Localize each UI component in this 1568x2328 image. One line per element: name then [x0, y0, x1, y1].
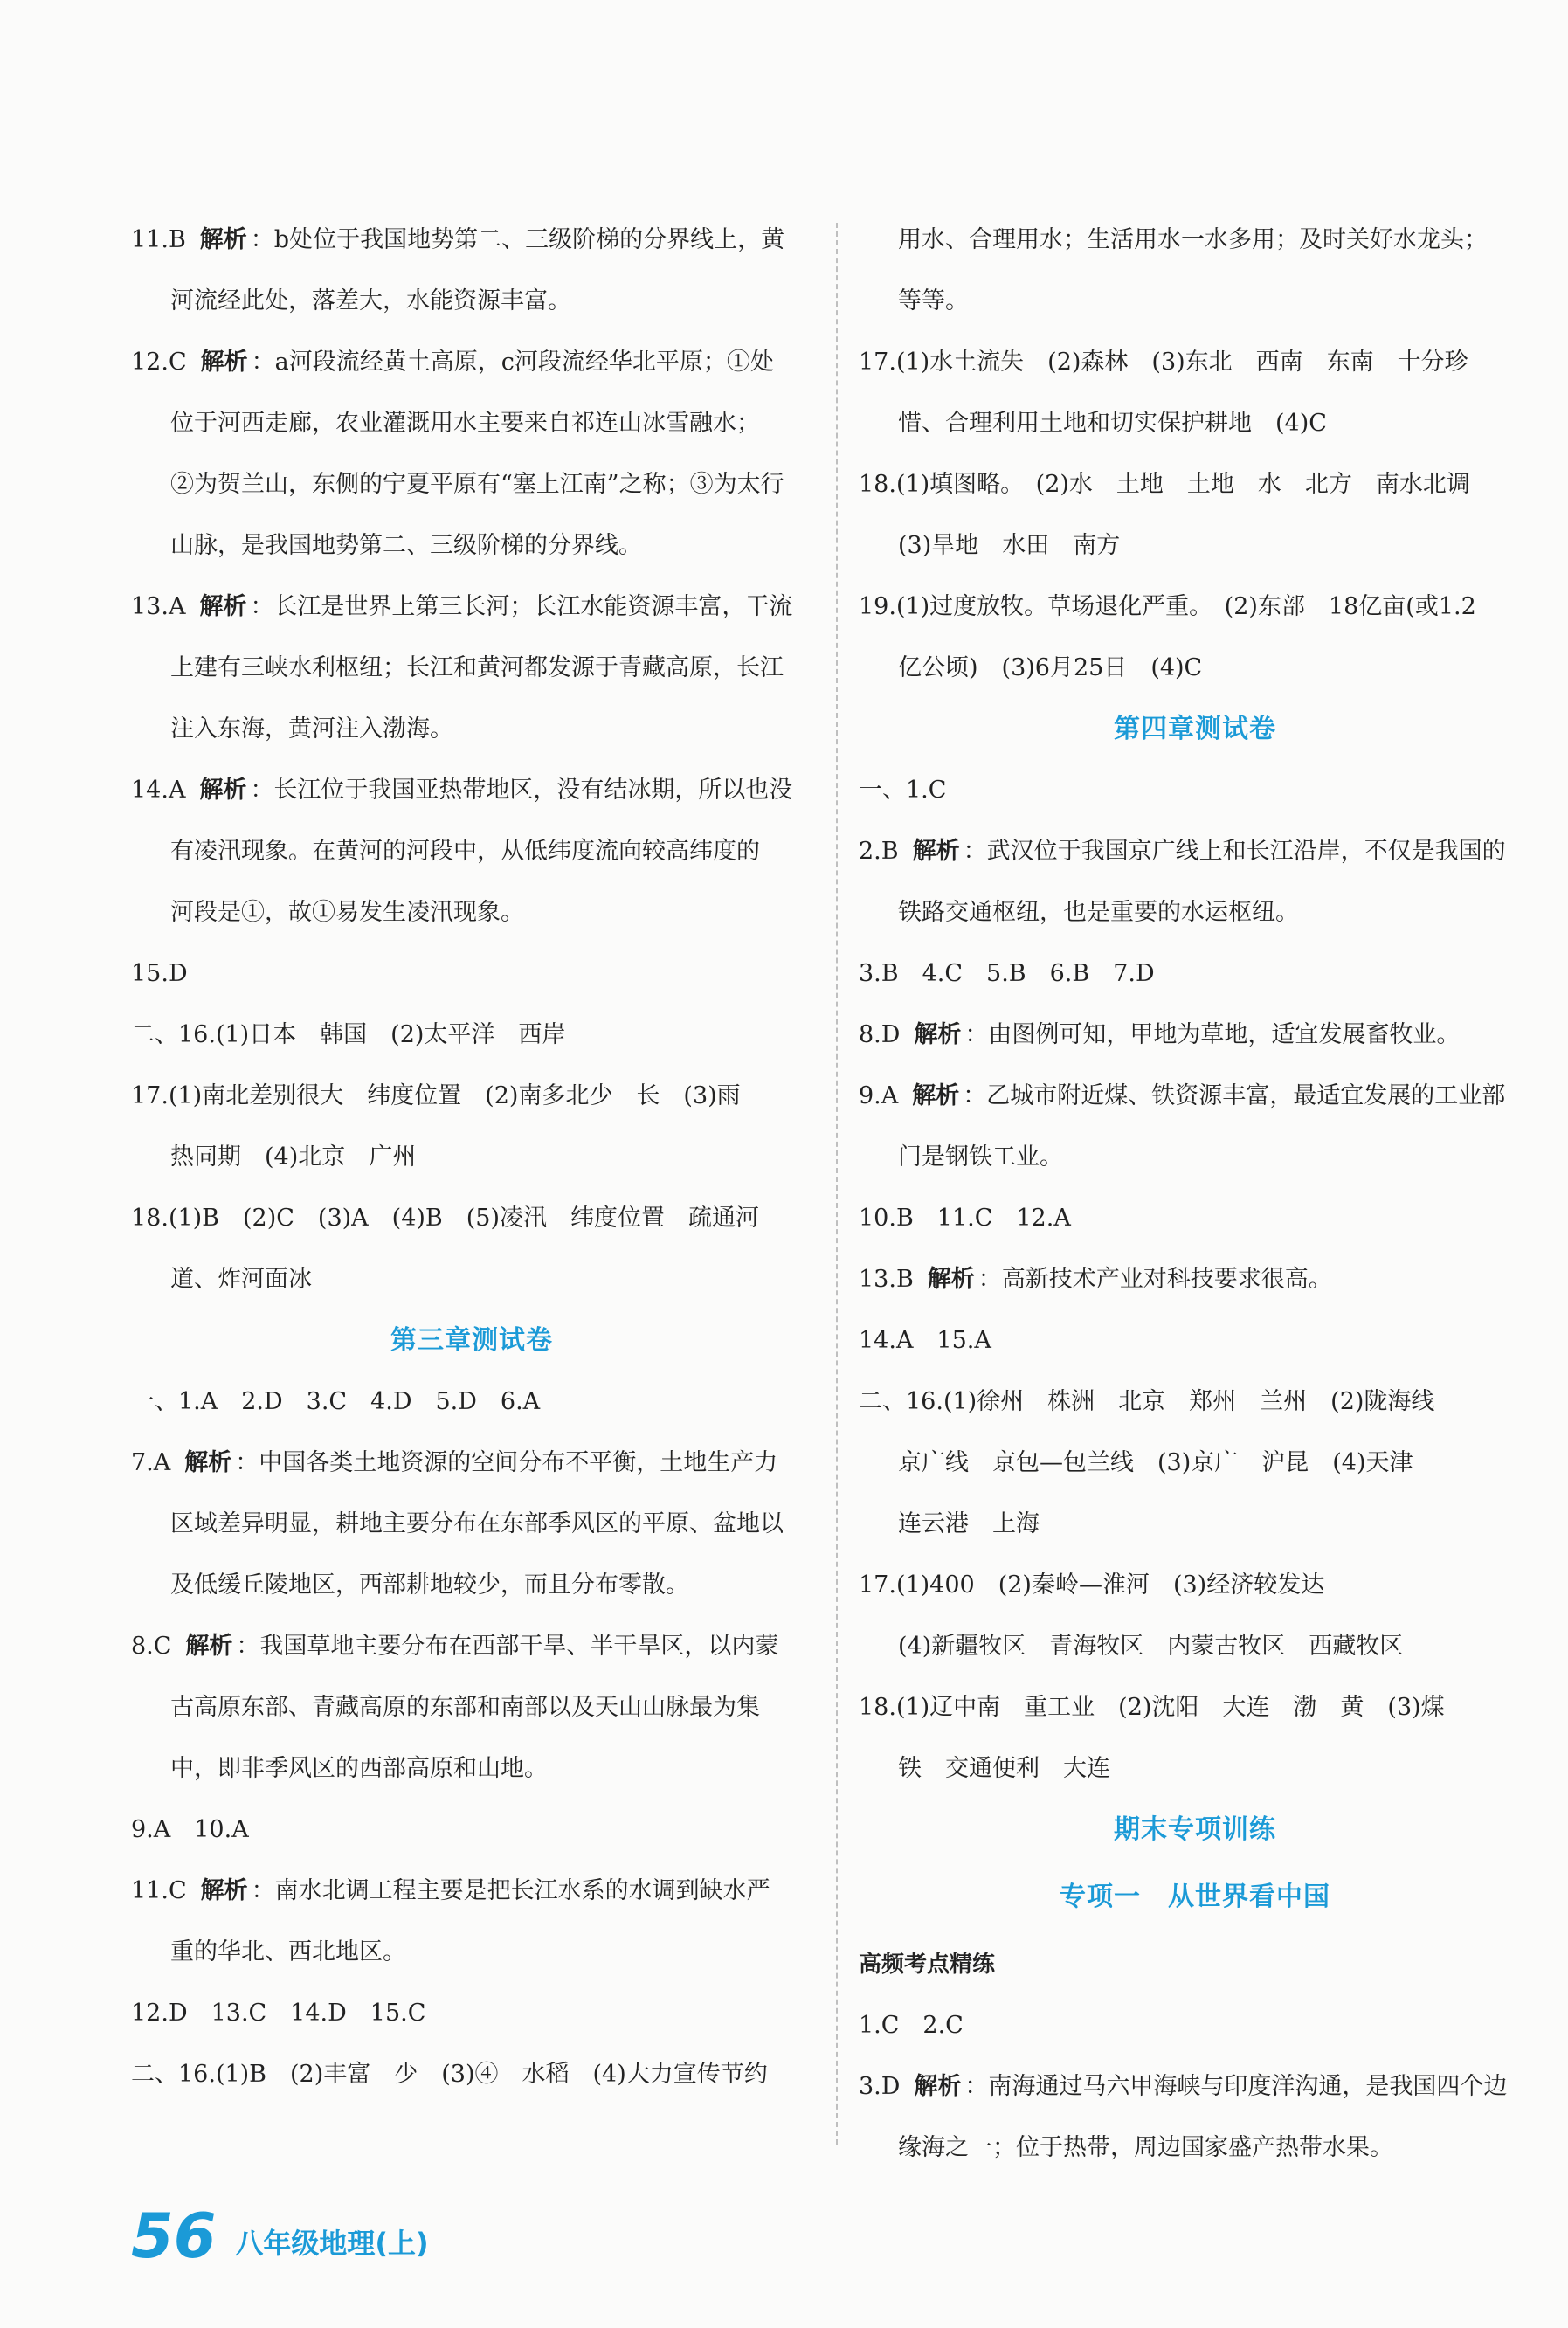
answer-line: 京广线 京包—包兰线 (3)京广 沪昆 (4)天津: [898, 1449, 1413, 1476]
answer-line: 12.D 13.C 14.D 15.C: [131, 2000, 426, 2027]
answer-line: 区域差异明显，耕地主要分布在东部季风区的平原、盆地以: [170, 1510, 784, 1537]
answer-line: 18.(1)填图略。 (2)水 土地 土地 水 北方 南水北调: [859, 471, 1470, 498]
answer-line: 位于河西走廊，农业灌溉用水主要来自祁连山冰雪融水；: [170, 410, 760, 437]
answer-line: 河段是①，故①易发生凌汛现象。: [170, 899, 524, 926]
answer-line: 11.B 解析 ：b处位于我国地势第二、三级阶梯的分界线上，黄: [131, 226, 785, 253]
answer-line: 12.C 解析 ：a河段流经黄土高原，c河段流经华北平原；①处: [131, 349, 774, 376]
answer-line: 1.C 2.C: [859, 2012, 964, 2039]
page-footer: [131, 2200, 429, 2272]
subsection-label-text: 高频考点精练: [859, 1952, 996, 1978]
analysis-label: 解析: [912, 1082, 960, 1109]
column-divider: [836, 223, 838, 2145]
answer-line: 13.B 解析 ：高新技术产业对科技要求很高。: [859, 1266, 1332, 1293]
answer-line: 8.D 解析 ：由图例可知，甲地为草地，适宜发展畜牧业。: [859, 1021, 1461, 1048]
answer-line: 及低缓丘陵地区，西部耕地较少，而且分布零散。: [170, 1572, 689, 1599]
answer-line: 一、1.A 2.D 3.C 4.D 5.D 6.A: [131, 1388, 541, 1415]
answer-line: 道、炸河面冰: [170, 1266, 312, 1293]
answer-line: 15.D: [131, 960, 188, 987]
answer-column-left: [131, 210, 812, 2105]
answer-line: 二、16.(1)B (2)丰富 少 (3)④ 水稻 (4)大力宣传节约: [131, 2061, 768, 2088]
answer-line: 二、16.(1)日本 韩国 (2)太平洋 西岸: [131, 1021, 566, 1048]
section-heading: 期末专项训练: [1114, 1814, 1276, 1845]
answer-line: (3)旱地 水田 南方: [898, 532, 1121, 559]
answer-line: 中，即非季风区的西部高原和山地。: [170, 1755, 548, 1782]
analysis-label: 解析: [914, 2073, 962, 2100]
answer-line: 用水、合理用水；生活用水一水多用；及时关好水龙头；: [898, 226, 1488, 253]
subsection-label: [859, 1934, 1531, 1995]
answer-line: 河流经此处，落差大，水能资源丰富。: [170, 287, 571, 314]
answer-line: 14.A 15.A: [859, 1327, 991, 1354]
answer-line: 17.(1)南北差别很大 纬度位置 (2)南多北少 长 (3)雨: [131, 1082, 741, 1109]
answer-line: 连云港 上海: [898, 1510, 1040, 1537]
answer-line: 山脉，是我国地势第二、三级阶梯的分界线。: [170, 532, 642, 559]
answer-line: 8.C 解析 ：我国草地主要分布在西部干旱、半干旱区，以内蒙: [131, 1633, 779, 1660]
answer-line: 17.(1)水土流失 (2)森林 (3)东北 西南 东南 十分珍: [859, 349, 1468, 376]
answer-line: 热同期 (4)北京 广州: [170, 1143, 417, 1171]
answer-line: 18.(1)B (2)C (3)A (4)B (5)凌汛 纬度位置 疏通河: [131, 1205, 760, 1232]
answer-line: 9.A 10.A: [131, 1816, 249, 1843]
section-heading: 专项一 从世界看中国: [1060, 1882, 1330, 1912]
page-number: 56: [131, 2200, 217, 2272]
answer-line: 缘海之一；位于热带，周边国家盛产热带水果。: [898, 2134, 1393, 2161]
answer-line: 10.B 11.C 12.A: [859, 1205, 1071, 1232]
answer-line: ②为贺兰山，东侧的宁夏平原有“塞上江南”之称；③为太行: [170, 471, 784, 498]
answer-line: 11.C 解析 ：南水北调工程主要是把长江水系的水调到缺水严: [131, 1877, 770, 1904]
answer-line: 有凌汛现象。在黄河的河段中，从低纬度流向较高纬度的: [170, 838, 760, 865]
answer-line: 3.B 4.C 5.B 6.B 7.D: [859, 960, 1155, 987]
answer-line: 注入东海，黄河注入渤海。: [170, 715, 453, 743]
answer-line: 亿公顷) (3)6月25日 (4)C: [898, 654, 1203, 681]
analysis-label: 解析: [199, 226, 247, 253]
answer-line: 重的华北、西北地区。: [170, 1938, 406, 1965]
answer-line: 惜、合理利用土地和切实保护耕地 (4)C: [898, 410, 1327, 437]
answer-line: 门是钢铁工业。: [898, 1143, 1063, 1171]
analysis-label: 解析: [185, 1633, 233, 1660]
analysis-label: 解析: [184, 1449, 232, 1476]
section-heading: 第三章测试卷: [390, 1325, 553, 1356]
answer-line: 17.(1)400 (2)秦岭—淮河 (3)经济较发达: [859, 1572, 1325, 1599]
analysis-label: 解析: [199, 593, 247, 620]
answer-line: 铁 交通便利 大连: [898, 1755, 1110, 1782]
answer-line: 铁路交通枢纽，也是重要的水运枢纽。: [898, 899, 1299, 926]
answer-line: 二、16.(1)徐州 株洲 北京 郑州 兰州 (2)陇海线: [859, 1388, 1435, 1415]
answer-line: (4)新疆牧区 青海牧区 内蒙古牧区 西藏牧区: [898, 1633, 1404, 1660]
answer-line: 等等。: [898, 287, 969, 314]
section-heading: 第四章测试卷: [1114, 714, 1276, 744]
analysis-label: 解析: [912, 838, 960, 865]
answer-line: 古高原东部、青藏高原的东部和南部以及天山山脉最为集: [170, 1694, 760, 1721]
analysis-label: 解析: [200, 349, 248, 376]
answer-line: 14.A 解析 ：长江位于我国亚热带地区，没有结冰期，所以也没: [131, 777, 793, 804]
answer-line: 7.A 解析 ：中国各类土地资源的空间分布不平衡，土地生产力: [131, 1449, 778, 1476]
grade-subject-label: 八年级地理(上): [235, 2227, 429, 2260]
answer-line: 13.A 解析 ：长江是世界上第三长河；长江水能资源丰富，干流: [131, 593, 793, 620]
answer-line: 3.D 解析 ：南海通过马六甲海峡与印度洋沟通，是我国四个边: [859, 2073, 1508, 2100]
analysis-label: 解析: [914, 1021, 962, 1048]
answer-line: 19.(1)过度放牧。草场退化严重。 (2)东部 18亿亩(或1.2: [859, 593, 1476, 620]
answer-line: 上建有三峡水利枢纽；长江和黄河都发源于青藏高原，长江: [170, 654, 784, 681]
analysis-label: 解析: [200, 1877, 248, 1904]
answer-line: 9.A 解析 ：乙城市附近煤、铁资源丰富，最适宜发展的工业部: [859, 1082, 1506, 1109]
answer-line: 2.B 解析 ：武汉位于我国京广线上和长江沿岸，不仅是我国的: [859, 838, 1506, 865]
answer-line: 18.(1)辽中南 重工业 (2)沈阳 大连 渤 黄 (3)煤: [859, 1694, 1445, 1721]
answer-line: 一、1.C: [859, 777, 947, 804]
answer-column-right: [859, 210, 1531, 2179]
analysis-label: 解析: [927, 1266, 975, 1293]
analysis-label: 解析: [199, 777, 247, 804]
